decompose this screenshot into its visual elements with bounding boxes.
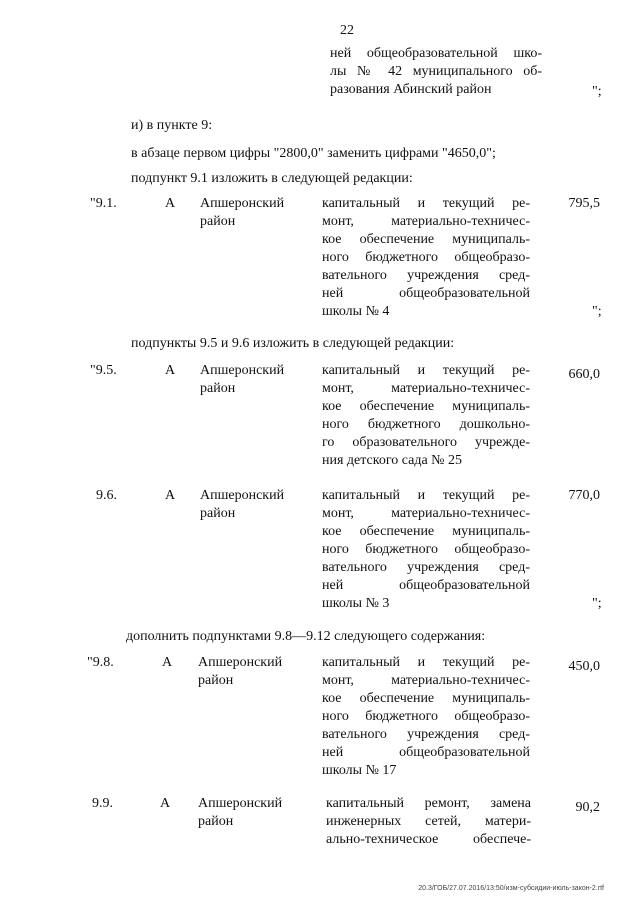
district-line: Апшеронский <box>198 655 283 670</box>
row-number: "9.1. <box>90 196 117 211</box>
desc-line: ально-техническое обеспече- <box>326 832 531 847</box>
desc-line: капитальный и текущий ре- <box>322 488 530 503</box>
desc-line: школы № 3 <box>322 596 390 611</box>
fragment-line: ней общеобразовательной шко- <box>330 46 542 61</box>
desc-line: кое обеспечение муниципаль- <box>322 524 530 539</box>
row-number: "9.5. <box>90 363 117 378</box>
row-amount: 450,0 <box>568 659 600 674</box>
desc-line: капитальный ремонт, замена <box>326 796 531 811</box>
row-amount: 795,5 <box>568 196 600 211</box>
desc-line: кое обеспечение муниципаль- <box>322 691 530 706</box>
paragraph-subitem-9-1: подпункт 9.1 изложить в следующей редакции: <box>131 171 413 186</box>
district-line: Апшеронский <box>200 196 285 211</box>
desc-line: ния детского сада № 25 <box>322 453 463 468</box>
desc-line: кое обеспечение муниципаль- <box>322 232 530 247</box>
paragraph-subitems-9-5-9-6: подпункты 9.5 и 9.6 изложить в следующей редакции: <box>131 336 455 351</box>
row-description <box>326 795 531 849</box>
row-district <box>200 362 310 398</box>
row-description <box>322 195 530 321</box>
desc-line: го образовательного учрежде- <box>322 435 530 450</box>
desc-line: капитальный и текущий ре- <box>322 196 530 211</box>
district-line: район <box>198 814 234 829</box>
desc-line: кое обеспечение муниципаль- <box>322 399 530 414</box>
desc-line: ней общеобразовательной <box>322 286 530 301</box>
row-category: А <box>162 655 173 670</box>
desc-line: школы № 4 <box>322 304 390 319</box>
row-number: "9.8. <box>87 655 114 670</box>
desc-line: монт, материально-техничес- <box>322 381 530 396</box>
continued-row-fragment <box>330 45 542 99</box>
closing-quote-mark: "; <box>592 304 602 319</box>
district-line: район <box>200 506 236 521</box>
row-description <box>322 654 530 780</box>
closing-quote-mark: "; <box>592 84 602 99</box>
desc-line: монт, материально-техничес- <box>322 673 530 688</box>
desc-line: ней общеобразовательной <box>322 578 530 593</box>
desc-line: вательного учреждения сред- <box>322 268 530 283</box>
desc-line: ного бюджетного общеобразо- <box>322 709 530 724</box>
closing-quote-mark: "; <box>592 596 602 611</box>
row-amount: 770,0 <box>568 488 600 503</box>
district-line: Апшеронский <box>200 488 285 503</box>
desc-line: ного бюджетного общеобразо- <box>322 542 530 557</box>
district-line: район <box>200 381 236 396</box>
desc-line: вательного учреждения сред- <box>322 727 530 742</box>
district-line: район <box>198 673 234 688</box>
row-district <box>200 195 310 231</box>
row-number: 9.9. <box>92 796 113 811</box>
desc-line: школы № 17 <box>322 763 397 778</box>
desc-line: монт, материально-техничес- <box>322 506 530 521</box>
row-description <box>322 487 530 613</box>
paragraph-add-subitems: дополнить подпунктами 9.8—9.12 следующего содержания: <box>126 629 486 644</box>
district-line: Апшеронский <box>198 796 283 811</box>
row-category: А <box>165 196 176 211</box>
desc-line: инженерных сетей, матери- <box>326 814 531 829</box>
paragraph-replace-figures: в абзаце первом цифры "2800,0" заменить цифрами "4650,0"; <box>131 146 496 161</box>
row-category: А <box>165 488 176 503</box>
row-category: А <box>165 363 176 378</box>
row-category: А <box>160 796 171 811</box>
row-amount: 660,0 <box>568 367 600 382</box>
page-number: 22 <box>340 23 354 38</box>
row-district <box>200 487 310 523</box>
desc-line: ного бюджетного общеобразо- <box>322 250 530 265</box>
district-line: район <box>200 214 236 229</box>
file-footer: 20.3/ГОБ/27.07.2016/13:50/изм-субсидии-июль-закон-2.rtf <box>418 885 604 892</box>
row-description <box>322 362 530 470</box>
district-line: Апшеронский <box>200 363 285 378</box>
row-number: 9.6. <box>96 488 117 503</box>
row-amount: 90,2 <box>575 800 600 815</box>
paragraph-item-i: и) в пункте 9: <box>131 118 213 133</box>
fragment-line: разования Абинский район <box>330 82 492 97</box>
desc-line: ного бюджетного дошкольно- <box>322 417 530 432</box>
desc-line: вательного учреждения сред- <box>322 560 530 575</box>
desc-line: капитальный и текущий ре- <box>322 363 530 378</box>
desc-line: капитальный и текущий ре- <box>322 655 530 670</box>
row-district <box>198 795 308 831</box>
fragment-line: лы № 42 муниципального об- <box>330 64 542 79</box>
desc-line: ней общеобразовательной <box>322 745 530 760</box>
row-district <box>198 654 308 690</box>
desc-line: монт, материально-техничес- <box>322 214 530 229</box>
